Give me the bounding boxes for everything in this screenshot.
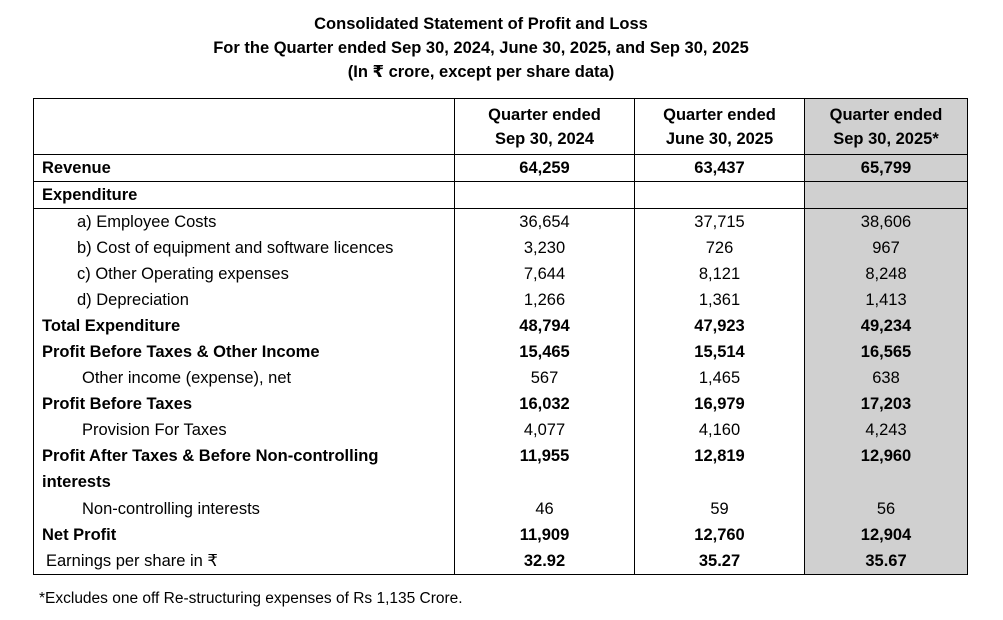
value-cell: 17,203 <box>805 391 968 417</box>
row-other-operating <box>34 261 968 287</box>
value-cell: 48,794 <box>455 313 635 339</box>
row-profit-before-taxes <box>34 391 968 417</box>
value-cell: 32.92 <box>455 548 635 575</box>
row-label: Earnings per share in ₹ <box>34 548 455 575</box>
column-header-date: Sep 30, 2024 <box>494 129 595 148</box>
value-cell: 12,760 <box>635 522 805 548</box>
value-cell: 12,960 <box>805 443 968 496</box>
column-header-date: June 30, 2025 <box>665 129 774 148</box>
footnote: *Excludes one off Re-structuring expenses of Rs 1,135 Crore. <box>39 590 463 607</box>
value-cell: 16,979 <box>635 391 805 417</box>
value-cell <box>455 182 635 209</box>
row-pbt-other-income <box>34 339 968 365</box>
header-label-cell <box>34 99 455 155</box>
row-other-income <box>34 365 968 391</box>
value-cell: 35.27 <box>635 548 805 575</box>
row-label: a) Employee Costs <box>34 209 455 236</box>
row-label: Other income (expense), net <box>34 365 455 391</box>
value-cell: 36,654 <box>455 209 635 236</box>
row-provision-taxes <box>34 417 968 443</box>
value-cell: 12,904 <box>805 522 968 548</box>
value-cell: 63,437 <box>635 155 805 182</box>
value-cell: 567 <box>455 365 635 391</box>
row-label <box>34 443 455 496</box>
column-header-sep-2025 <box>805 99 968 155</box>
column-header-line: Quarter ended <box>663 105 776 124</box>
row-revenue <box>34 155 968 182</box>
value-cell: 4,243 <box>805 417 968 443</box>
column-header-jun-2025 <box>635 99 805 155</box>
row-profit-after-taxes <box>34 443 968 496</box>
value-cell: 59 <box>635 496 805 522</box>
value-cell: 49,234 <box>805 313 968 339</box>
value-cell: 56 <box>805 496 968 522</box>
row-depreciation <box>34 287 968 313</box>
row-label: Net Profit <box>34 522 455 548</box>
value-cell: 1,465 <box>635 365 805 391</box>
value-cell: 15,465 <box>455 339 635 365</box>
value-cell: 1,413 <box>805 287 968 313</box>
row-label: b) Cost of equipment and software licences <box>34 235 455 261</box>
value-cell <box>635 182 805 209</box>
value-cell: 47,923 <box>635 313 805 339</box>
row-label-line: interests <box>42 473 111 491</box>
value-cell: 1,266 <box>455 287 635 313</box>
value-cell: 8,121 <box>635 261 805 287</box>
row-label: Profit Before Taxes <box>34 391 455 417</box>
row-label: c) Other Operating expenses <box>34 261 455 287</box>
profit-loss-table <box>33 98 968 575</box>
value-cell: 1,361 <box>635 287 805 313</box>
row-eps <box>34 548 968 575</box>
row-label: d) Depreciation <box>34 287 455 313</box>
value-cell: 726 <box>635 235 805 261</box>
statement-units: (In ₹ crore, except per share data) <box>347 63 615 81</box>
value-cell: 4,077 <box>455 417 635 443</box>
value-cell: 11,909 <box>455 522 635 548</box>
row-label-line: Profit After Taxes & Before Non-controlling <box>42 447 379 465</box>
row-label: Total Expenditure <box>34 313 455 339</box>
value-cell: 4,160 <box>635 417 805 443</box>
value-cell: 65,799 <box>805 155 968 182</box>
row-label: Revenue <box>34 155 455 182</box>
statement-period: For the Quarter ended Sep 30, 2024, June 30, 2025, and Sep 30, 2025 <box>213 39 749 57</box>
value-cell <box>805 182 968 209</box>
row-net-profit <box>34 522 968 548</box>
row-employee-costs <box>34 209 968 236</box>
value-cell: 12,819 <box>635 443 805 496</box>
row-equipment-software <box>34 235 968 261</box>
value-cell: 8,248 <box>805 261 968 287</box>
row-expenditure <box>34 182 968 209</box>
value-cell: 38,606 <box>805 209 968 236</box>
value-cell: 967 <box>805 235 968 261</box>
statement-title: Consolidated Statement of Profit and Loss <box>314 15 648 33</box>
value-cell: 11,955 <box>455 443 635 496</box>
value-cell: 46 <box>455 496 635 522</box>
column-header-date: Sep 30, 2025* <box>833 129 939 148</box>
column-header-line: Quarter ended <box>829 105 943 124</box>
value-cell: 16,032 <box>455 391 635 417</box>
value-cell: 16,565 <box>805 339 968 365</box>
value-cell: 3,230 <box>455 235 635 261</box>
table-header-row <box>34 99 968 155</box>
value-cell: 15,514 <box>635 339 805 365</box>
row-label: Provision For Taxes <box>34 417 455 443</box>
row-label: Non-controlling interests <box>34 496 455 522</box>
column-header-line: Quarter ended <box>488 105 601 124</box>
value-cell: 37,715 <box>635 209 805 236</box>
value-cell: 64,259 <box>455 155 635 182</box>
row-total-expenditure <box>34 313 968 339</box>
row-label: Profit Before Taxes & Other Income <box>34 339 455 365</box>
value-cell: 7,644 <box>455 261 635 287</box>
statement-heading <box>0 12 962 84</box>
row-label: Expenditure <box>34 182 455 209</box>
row-non-controlling <box>34 496 968 522</box>
value-cell: 35.67 <box>805 548 968 575</box>
column-header-sep-2024 <box>455 99 635 155</box>
value-cell: 638 <box>805 365 968 391</box>
